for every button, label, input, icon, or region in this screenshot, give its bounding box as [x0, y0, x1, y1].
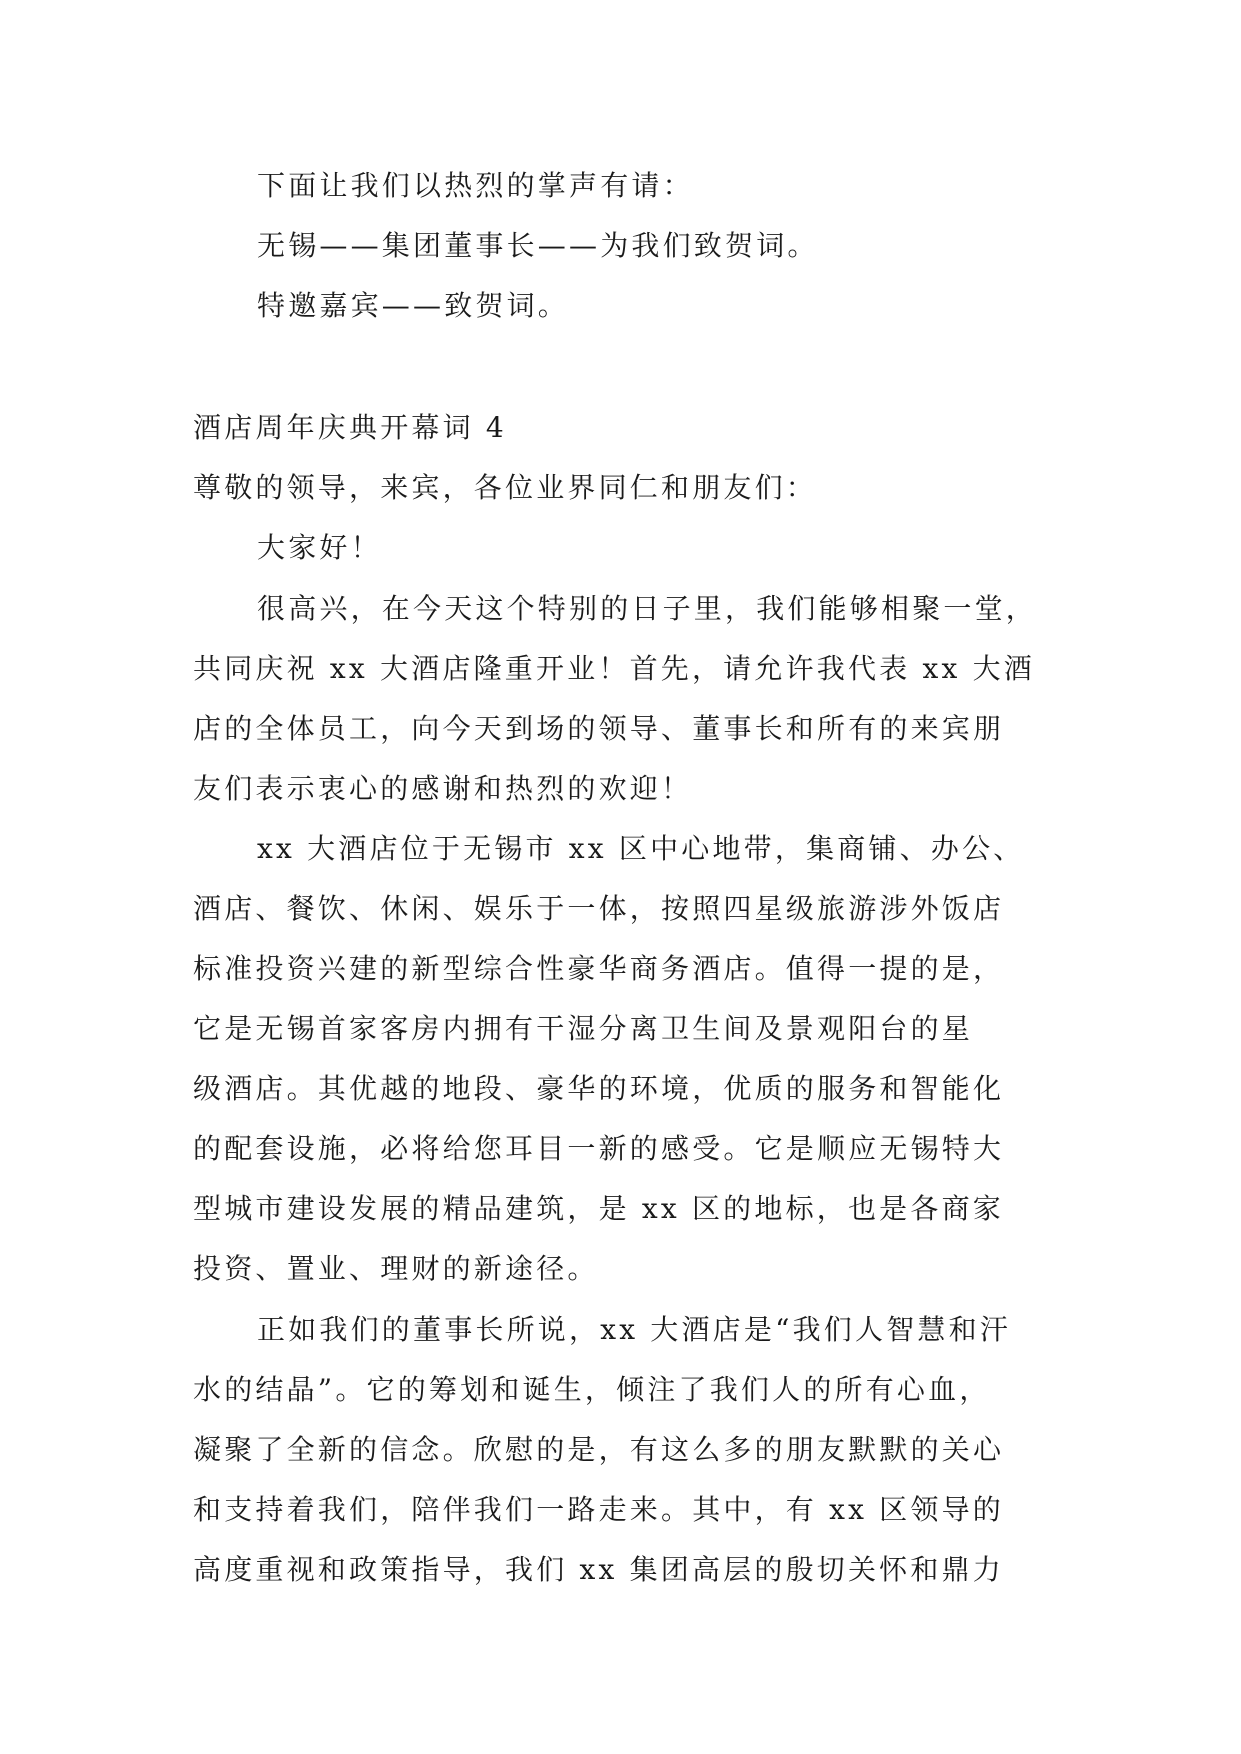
paragraph-line: 它是无锡首家客房内拥有干湿分离卫生间及景观阳台的星: [193, 1012, 974, 1045]
salutation: 尊敬的领导，来宾，各位业界同仁和朋友们：: [193, 471, 818, 504]
text-line: 无锡——集团董事长——为我们致贺词。: [257, 229, 819, 262]
paragraph-line: 水的结晶”。它的筹划和诞生，倾注了我们人的所有心血，: [193, 1373, 991, 1406]
paragraph-line: 投资、置业、理财的新途径。: [193, 1252, 599, 1285]
paragraph-line: 酒店、餐饮、休闲、娱乐于一体，按照四星级旅游涉外饭店: [193, 892, 1005, 925]
paragraph-line: 正如我们的董事长所说，xx 大酒店是“我们人智慧和汗: [257, 1313, 1011, 1346]
section-title: 酒店周年庆典开幕词 4: [193, 411, 507, 444]
text-line: 特邀嘉宾——致贺词。: [257, 289, 570, 322]
paragraph-line: 级酒店。其优越的地段、豪华的环境，优质的服务和智能化: [193, 1072, 1005, 1105]
paragraph-line: 的配套设施，必将给您耳目一新的感受。它是顺应无锡特大: [193, 1132, 1005, 1165]
greeting: 大家好！: [257, 531, 382, 564]
paragraph-line: 凝聚了全新的信念。欣慰的是，有这么多的朋友默默的关心: [193, 1433, 1005, 1466]
paragraph-line: 和支持着我们，陪伴我们一路走来。其中，有 xx 区领导的: [193, 1493, 1004, 1526]
paragraph-line: xx 大酒店位于无锡市 xx 区中心地带，集商铺、办公、: [257, 832, 1025, 865]
text-line: 下面让我们以热烈的掌声有请：: [257, 169, 694, 202]
paragraph-line: 型城市建设发展的精品建筑，是 xx 区的地标，也是各商家: [193, 1192, 1004, 1225]
paragraph-line: 很高兴，在今天这个特别的日子里，我们能够相聚一堂，: [257, 592, 1038, 625]
paragraph-line: 高度重视和政策指导，我们 xx 集团高层的殷切关怀和鼎力: [193, 1553, 1004, 1586]
paragraph-line: 标准投资兴建的新型综合性豪华商务酒店。值得一提的是，: [193, 952, 1005, 985]
paragraph-line: 共同庆祝 xx 大酒店隆重开业！首先，请允许我代表 xx 大酒: [193, 652, 1035, 685]
paragraph-line: 店的全体员工，向今天到场的领导、董事长和所有的来宾朋: [193, 712, 1005, 745]
paragraph-line: 友们表示衷心的感谢和热烈的欢迎！: [193, 772, 693, 805]
